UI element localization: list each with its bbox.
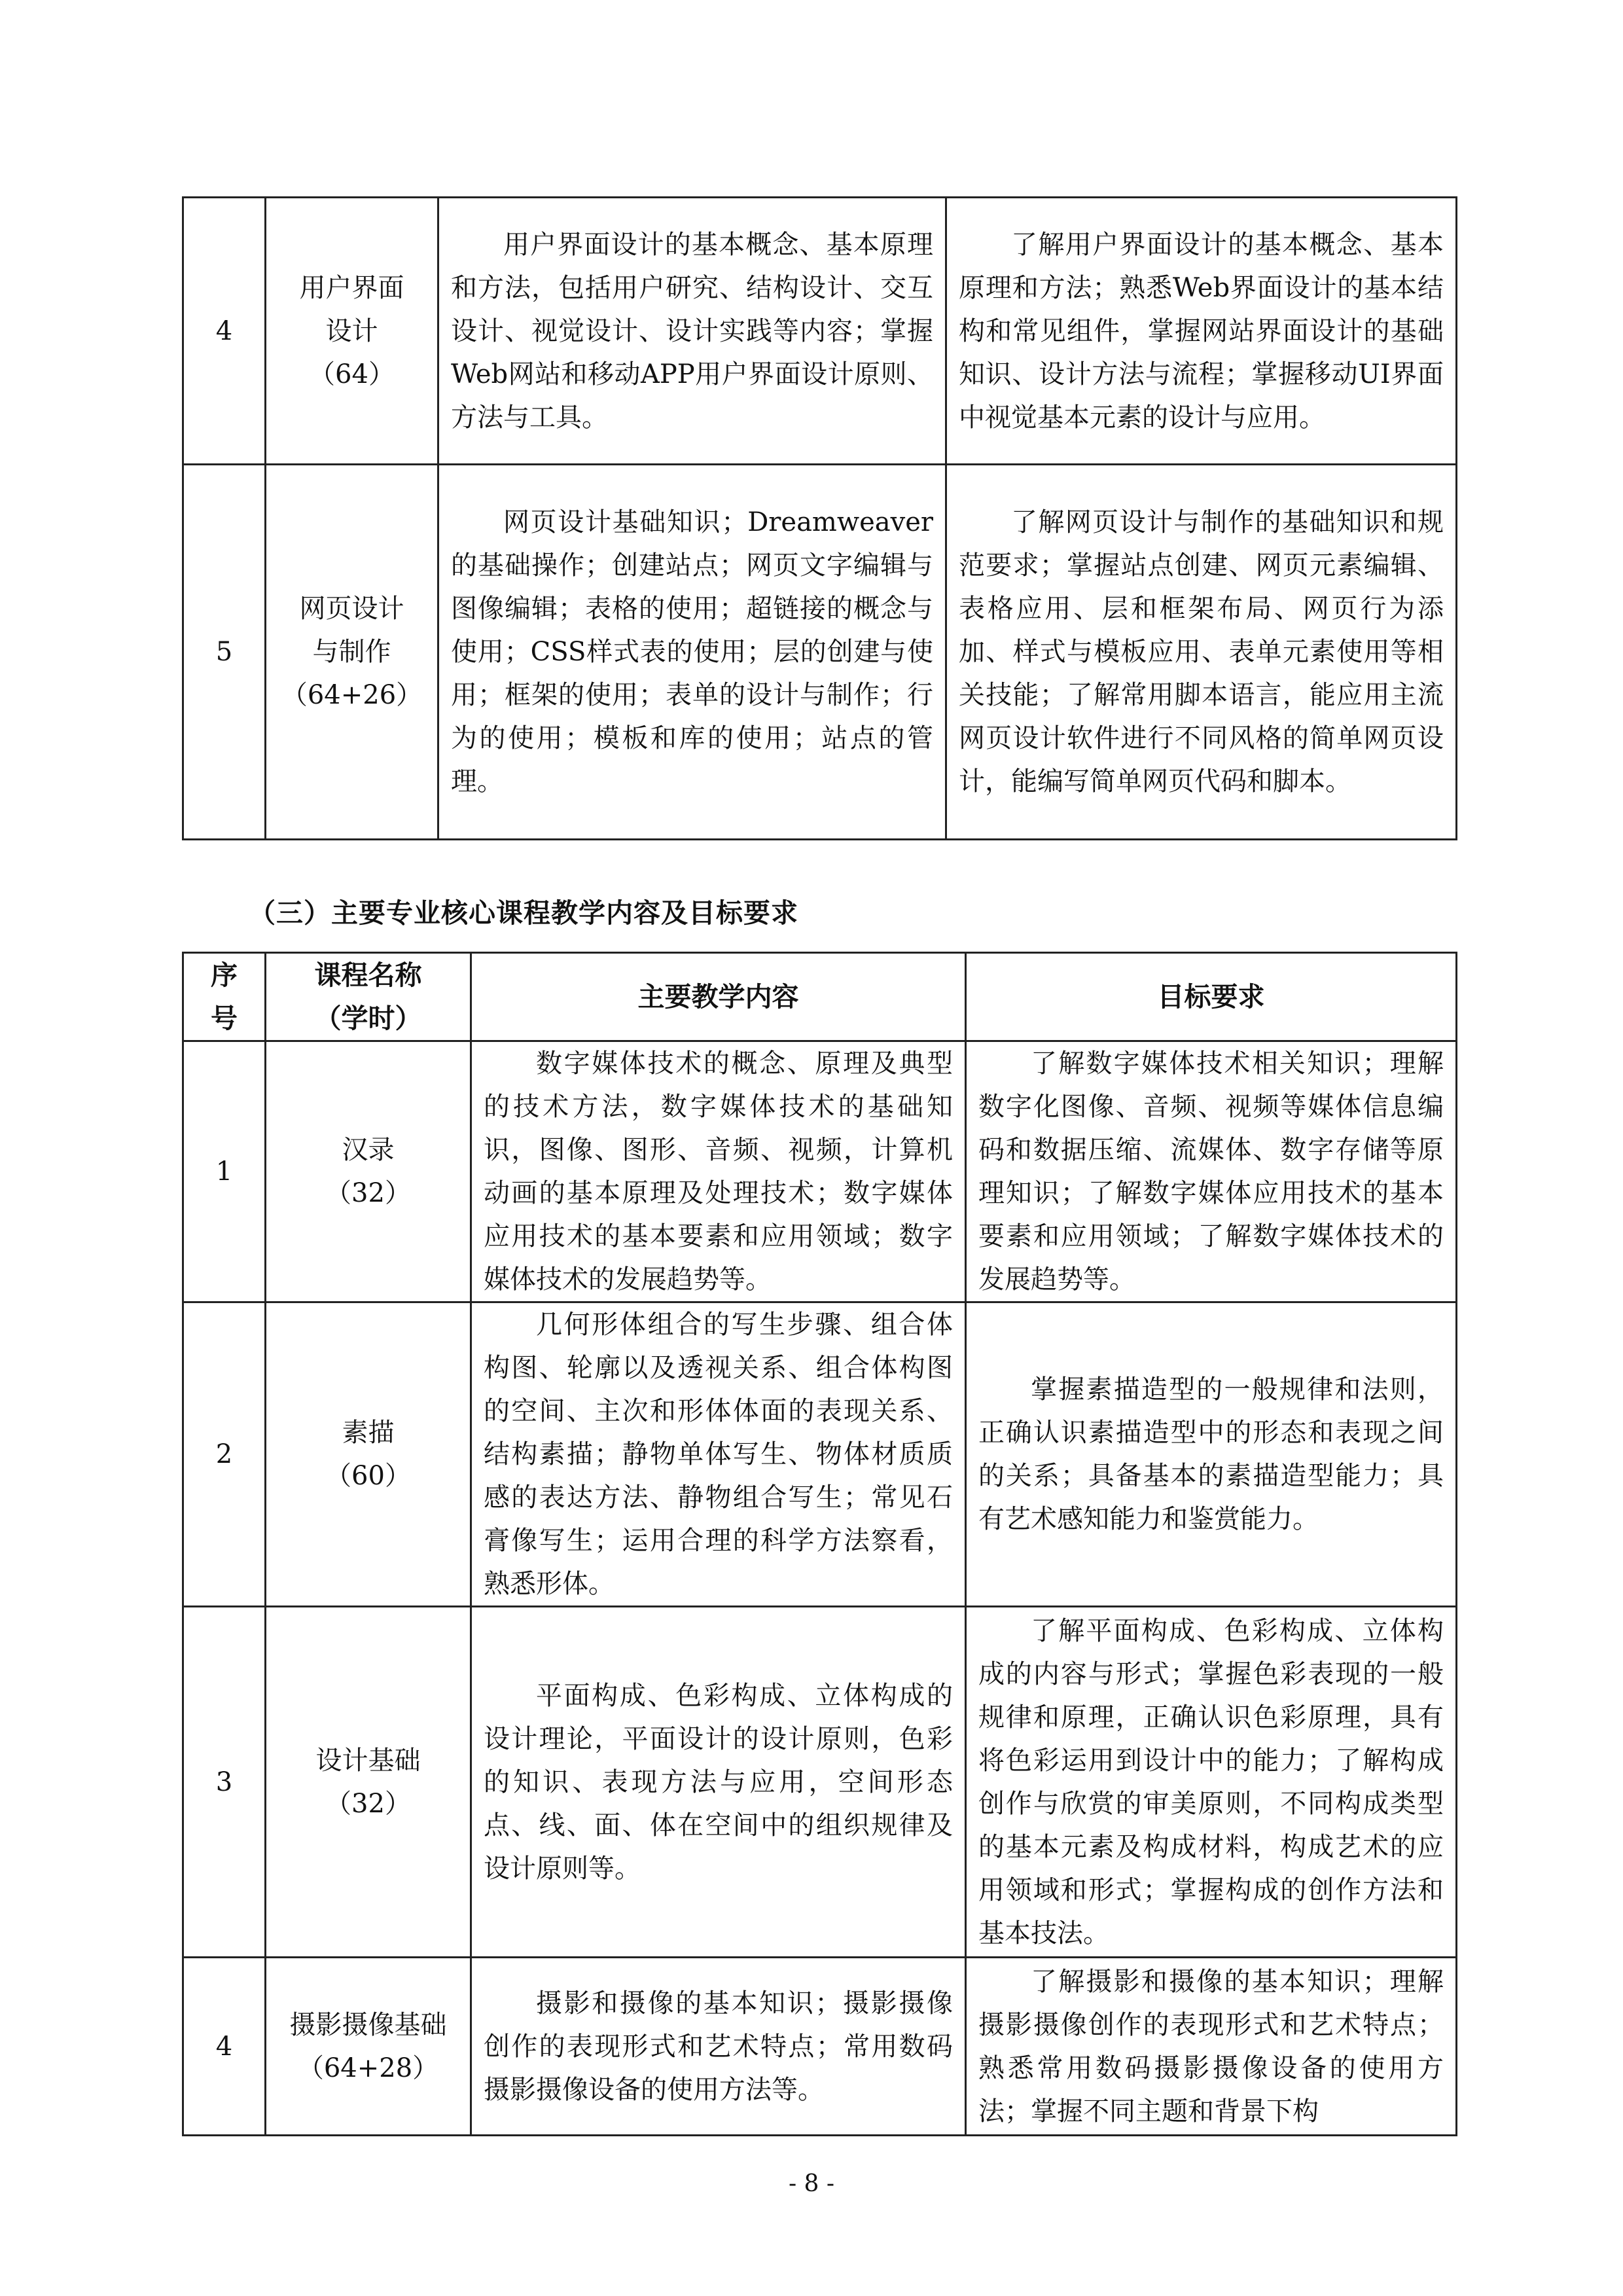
course-hours: （64+26） xyxy=(281,680,423,710)
teaching-content: 摄影和摄像的基本知识；摄影摄像创作的表现形式和艺术特点；常用数码摄影摄像设备的使用方法等。 xyxy=(471,1958,966,2136)
course-hours: （64+28） xyxy=(297,2053,439,2083)
course-hours: （32） xyxy=(325,1178,411,1208)
table-row xyxy=(183,1302,1457,1607)
row-number: 2 xyxy=(183,1302,266,1607)
course-name-line: 设计基础 xyxy=(315,1745,421,1776)
core-course-table xyxy=(182,952,1457,2136)
teaching-content: 平面构成、色彩构成、立体构成的设计理论，平面设计的设计原则，色彩的知识、表现方法与应用，空间形态点、线、面、体在空间中的组织规律及设计原则等。 xyxy=(471,1607,966,1958)
course-name-line: 与制作 xyxy=(312,637,391,667)
row-number: 1 xyxy=(183,1041,266,1302)
course-name xyxy=(266,1041,471,1302)
course-name-line: 设计 xyxy=(325,315,378,346)
teaching-content: 数字媒体技术的概念、原理及典型的技术方法，数字媒体技术的基础知识，图像、图形、音频、视频，计算机动画的基本原理及处理技术；数字媒体应用技术的基本要素和应用领域；数字媒体技术的发展趋势等。 xyxy=(471,1041,966,1302)
table-row xyxy=(183,198,1457,465)
course-name xyxy=(266,1958,471,2136)
course-name-line: 网页设计 xyxy=(299,594,404,624)
course-hours: （60） xyxy=(325,1461,411,1491)
table-row xyxy=(183,465,1457,840)
goal-requirements: 了解数字媒体技术相关知识；理解数字化图像、音频、视频等媒体信息编码和数据压缩、流媒体、数字存储等原理知识；了解数字媒体应用技术的基本要素和应用领域；了解数字媒体技术的发展趋势等。 xyxy=(966,1041,1457,1302)
table-row xyxy=(183,1607,1457,1958)
goal-requirements: 了解平面构成、色彩构成、立体构成的内容与形式；掌握色彩表现的一般规律和原理，正确认识色彩原理，具有将色彩运用到设计中的能力；了解构成创作与欣赏的审美原则，不同构成类型的基本元素及构成材料，构成艺术的应用领域和形式；掌握构成的创作方法和基本技法。 xyxy=(966,1607,1457,1958)
table-row xyxy=(183,1958,1457,2136)
header-goal-requirements: 目标要求 xyxy=(966,953,1457,1041)
row-number: 3 xyxy=(183,1607,266,1958)
goal-requirements: 掌握素描造型的一般规律和法则，正确认识素描造型中的形态和表现之间的关系；具备基本的素描造型能力；具有艺术感知能力和鉴赏能力。 xyxy=(966,1302,1457,1607)
course-hours: （64） xyxy=(309,359,395,389)
table-row xyxy=(183,1041,1457,1302)
row-number: 5 xyxy=(183,465,266,840)
course-name-line: 用户界面 xyxy=(299,272,404,303)
goal-requirements: 了解网页设计与制作的基础知识和规范要求；掌握站点创建、网页元素编辑、表格应用、层和框架布局、网页行为添加、样式与模板应用、表单元素使用等相关技能；了解常用脚本语言，能应用主流网页设计软件进行不同风格的简单网页设计，能编写简单网页代码和脚本。 xyxy=(946,465,1457,840)
course-name xyxy=(266,1607,471,1958)
course-hours: （32） xyxy=(325,1788,411,1819)
course-name xyxy=(266,1302,471,1607)
teaching-content: 用户界面设计的基本概念、基本原理和方法，包括用户研究、结构设计、交互设计、视觉设计、设计实践等内容；掌握Web网站和移动APP用户界面设计原则、方法与工具。 xyxy=(438,198,946,465)
goal-requirements: 了解摄影和摄像的基本知识；理解摄影摄像创作的表现形式和艺术特点；熟悉常用数码摄影摄像设备的使用方法；掌握不同主题和背景下构 xyxy=(966,1958,1457,2136)
goal-requirements: 了解用户界面设计的基本概念、基本原理和方法；熟悉Web界面设计的基本结构和常见组件，掌握网站界面设计的基础知识、设计方法与流程；掌握移动UI界面中视觉基本元素的设计与应用。 xyxy=(946,198,1457,465)
teaching-content: 几何形体组合的写生步骤、组合体构图、轮廓以及透视关系、组合体构图的空间、主次和形体体面的表现关系、结构素描；静物单体写生、物体材质质感的表达方法、静物组合写生；常见石膏像写生；运用合理的科学方法察看，熟悉形体。 xyxy=(471,1302,966,1607)
header-course-name: 课程名称 （学时） xyxy=(266,953,471,1041)
table-header-row xyxy=(183,953,1457,1041)
row-number: 4 xyxy=(183,1958,266,2136)
page-number: - 8 - xyxy=(788,2170,835,2197)
course-name xyxy=(266,465,438,840)
teaching-content: 网页设计基础知识；Dreamweaver的基础操作；创建站点；网页文字编辑与图像编辑；表格的使用；超链接的概念与使用；CSS样式表的使用；层的创建与使用；框架的使用；表单的设计与制作；行为的使用；模板和库的使用；站点的管理。 xyxy=(438,465,946,840)
course-name-line: 摄影摄像基础 xyxy=(289,2009,447,2040)
course-name-line: 汉录 xyxy=(342,1135,395,1165)
course-name-line: 素描 xyxy=(342,1418,395,1448)
course-name xyxy=(266,198,438,465)
course-table-continued xyxy=(182,196,1457,840)
header-teaching-content: 主要教学内容 xyxy=(471,953,966,1041)
header-number: 序 号 xyxy=(183,953,266,1041)
section-heading: （三）主要专业核心课程教学内容及目标要求 xyxy=(249,897,798,929)
row-number: 4 xyxy=(183,198,266,465)
